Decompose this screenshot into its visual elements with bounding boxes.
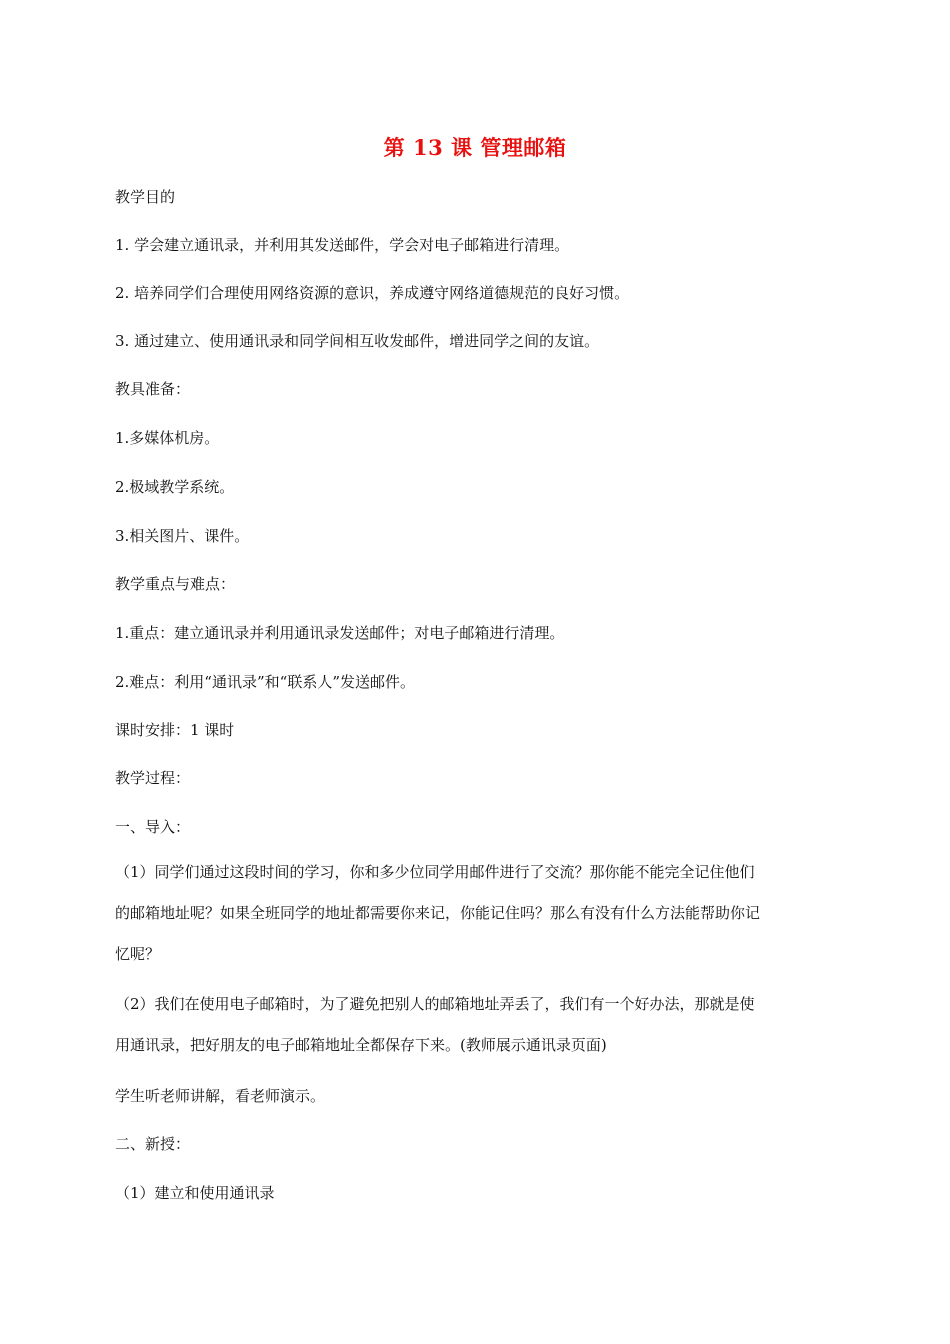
section-heading-process: 教学过程： xyxy=(115,769,191,787)
objective-item-3: 3. 通过建立、使用通讯录和同学间相互收发邮件，增进同学之间的友谊。 xyxy=(115,332,600,350)
student-activity-line: 学生听老师讲解，看老师演示。 xyxy=(115,1087,326,1105)
paragraph-line: （2）我们在使用电子邮箱时，为了避免把别人的邮箱地址弄丢了，我们有一个好办法，那就是使 xyxy=(115,995,755,1013)
paragraph-line: 忆呢？ xyxy=(115,945,161,963)
paragraph-line: 用通讯录，把好朋友的电子邮箱地址全都保存下来。(教师展示通讯录页面) xyxy=(115,1036,607,1054)
section-heading-objectives: 教学目的 xyxy=(115,188,176,206)
intro-paragraph-2 xyxy=(115,984,835,1066)
subsection-heading-intro: 一、导入： xyxy=(115,818,191,836)
material-item-2: 2.极域教学系统。 xyxy=(115,478,235,496)
subsection-heading-new-lesson: 二、新授： xyxy=(115,1135,191,1153)
objective-item-1: 1. 学会建立通讯录，并利用其发送邮件，学会对电子邮箱进行清理。 xyxy=(115,236,570,254)
key-point-item-1: 1.重点：建立通讯录并利用通讯录发送邮件；对电子邮箱进行清理。 xyxy=(115,624,565,642)
objective-item-2: 2. 培养同学们合理使用网络资源的意识，养成遵守网络道德规范的良好习惯。 xyxy=(115,284,630,302)
material-item-3: 3.相关图片、课件。 xyxy=(115,527,250,545)
new-lesson-item-1: （1）建立和使用通讯录 xyxy=(115,1184,275,1202)
section-heading-key-points: 教学重点与难点： xyxy=(115,575,236,593)
paragraph-line: 的邮箱地址呢？如果全班同学的地址都需要你来记，你能记住吗？那么有没有什么方法能帮助你记 xyxy=(115,904,761,922)
material-item-1: 1.多媒体机房。 xyxy=(115,429,220,447)
intro-paragraph-1 xyxy=(115,852,835,975)
page-title: 第 13 课 管理邮箱 xyxy=(383,135,567,160)
schedule-line: 课时安排：1 课时 xyxy=(115,721,235,739)
paragraph-line: （1）同学们通过这段时间的学习，你和多少位同学用邮件进行了交流？那你能不能完全记住他们 xyxy=(115,863,755,881)
key-point-item-2: 2.难点：利用“通讯录”和“联系人”发送邮件。 xyxy=(115,673,415,691)
section-heading-materials: 教具准备： xyxy=(115,380,191,398)
